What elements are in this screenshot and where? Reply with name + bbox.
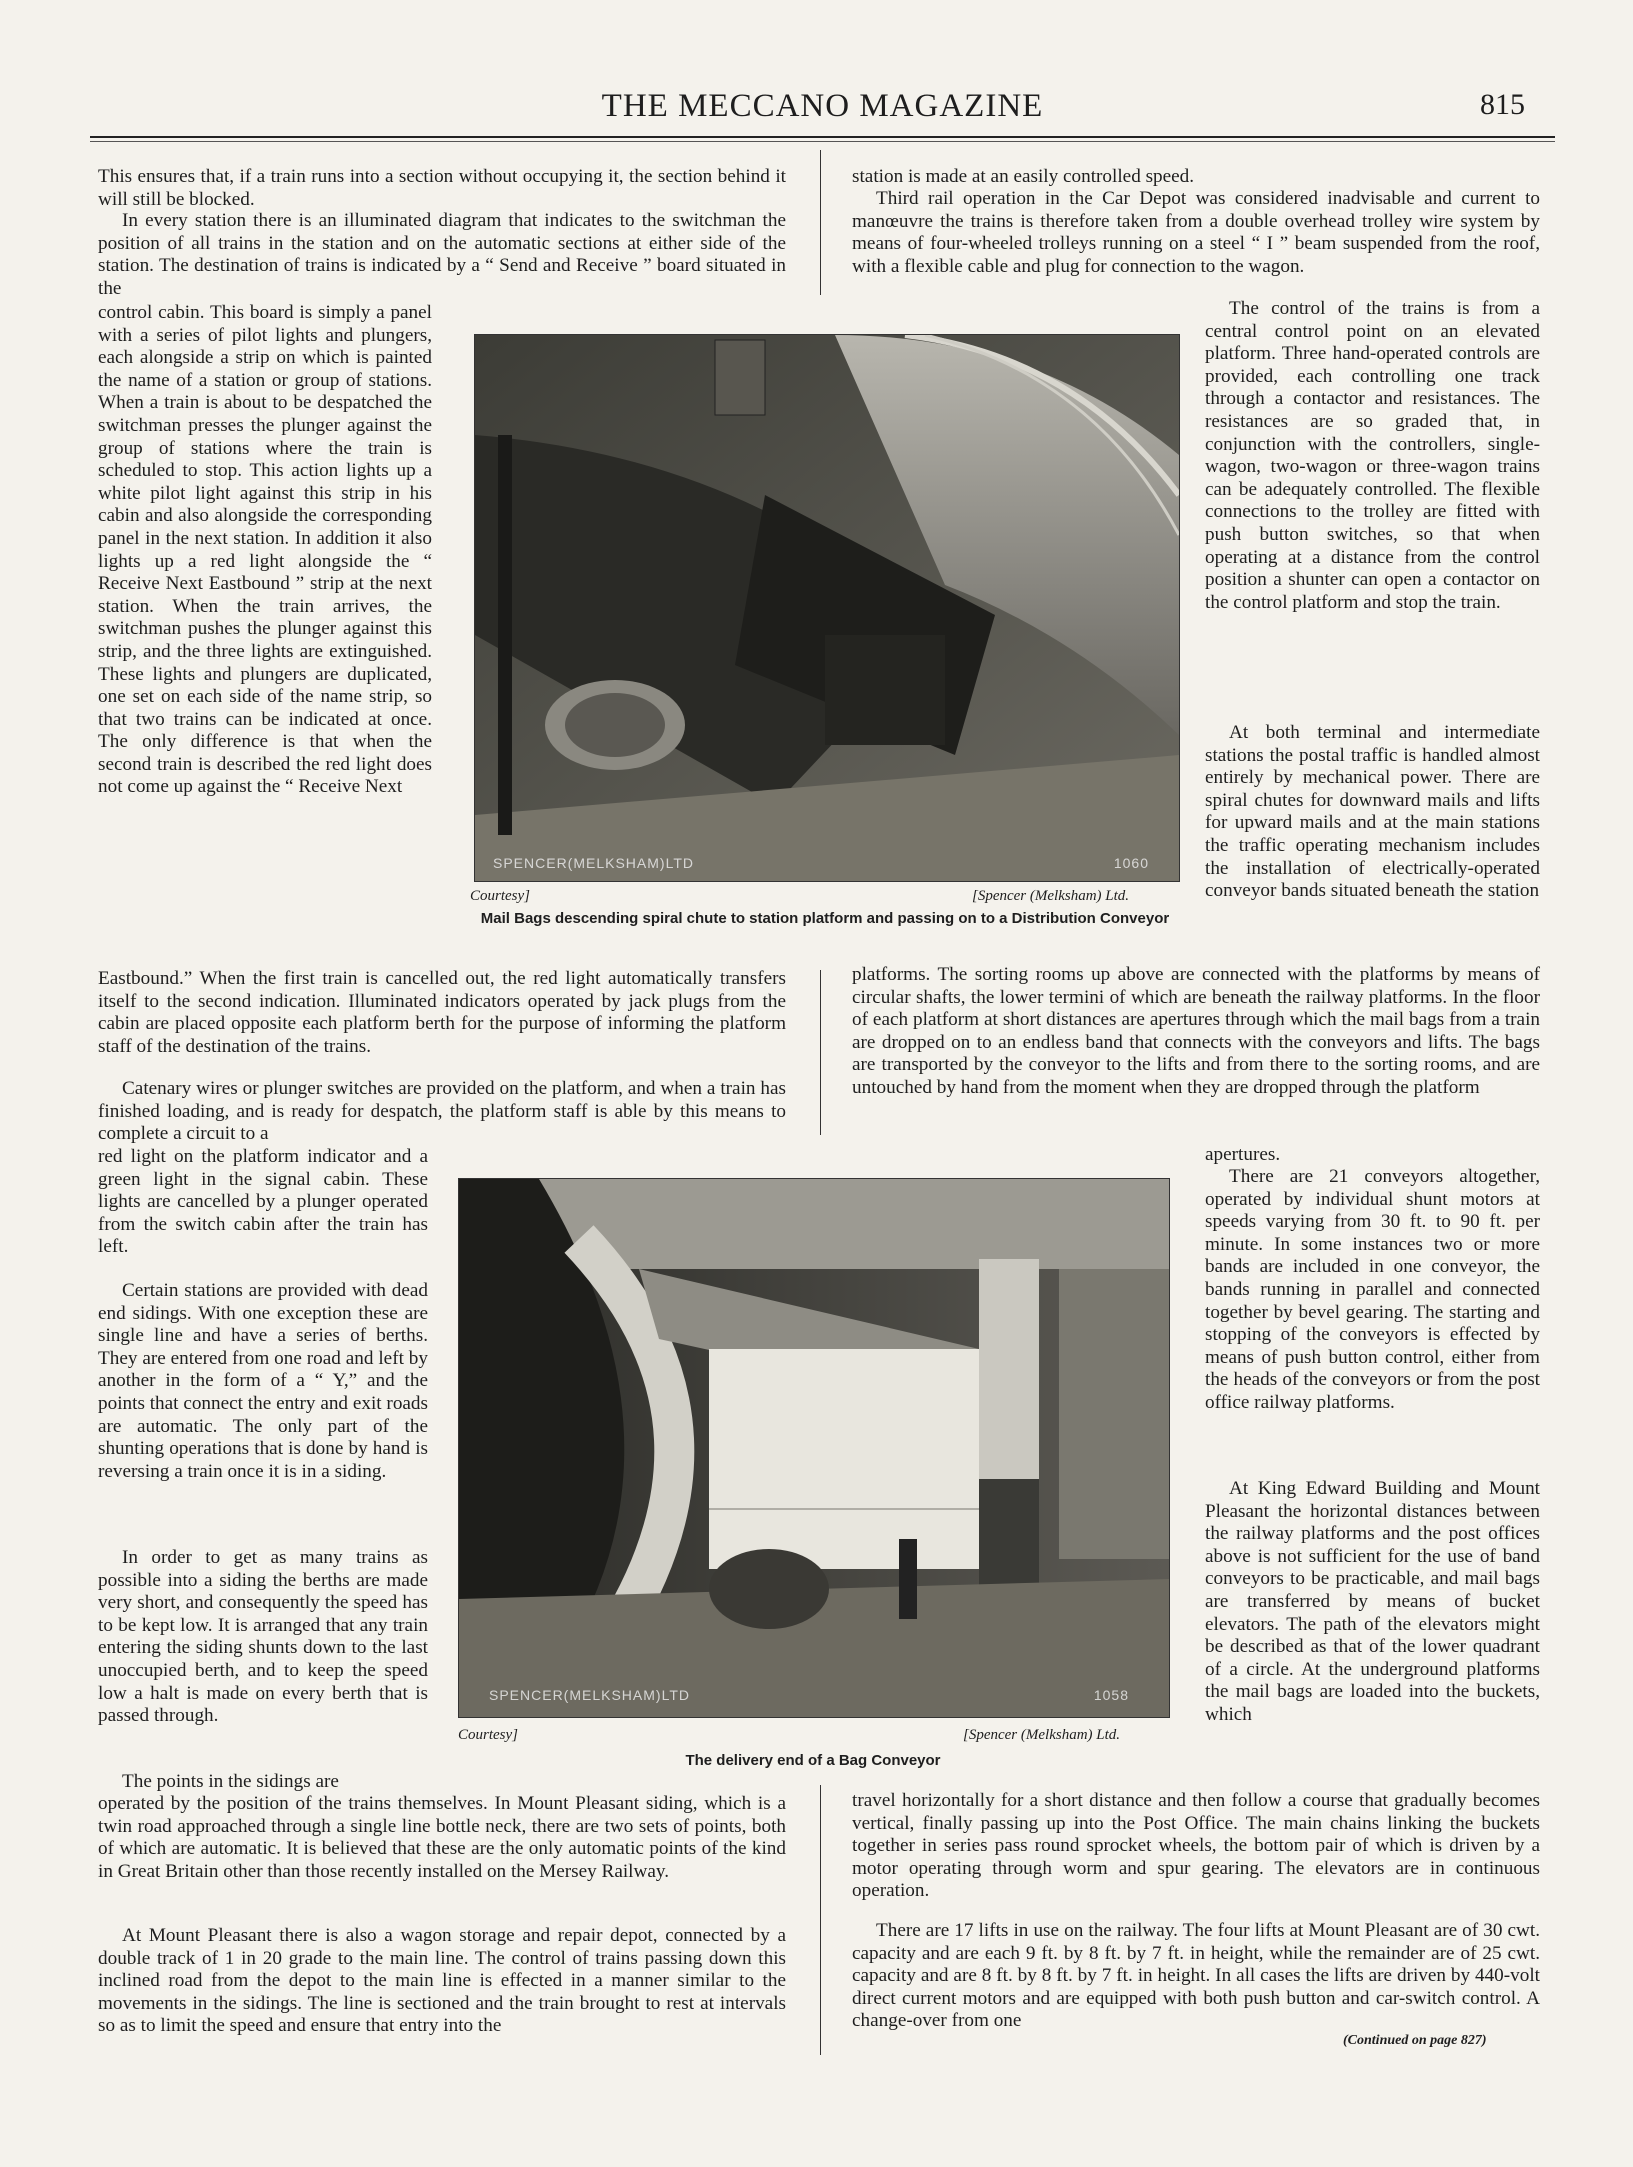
column-divider <box>820 150 821 295</box>
page-number: 815 <box>1480 88 1525 121</box>
plate-number: 1058 <box>1093 1687 1129 1703</box>
header-rule-thin <box>90 141 1555 142</box>
plate-number: 1060 <box>1113 855 1149 871</box>
right-para-6: At King Edward Building and Mount Pleasant the horizontal distances between the railway platforms and the post offices above is not sufficient for the use of band conveyors to be practicable, and mail bags are transferred by means of bucket elevators. The path of the elevators might be described as that of the lower quadrant of a circle. At the underground platforms the mail bags are loaded into the buckets, which <box>1205 1478 1540 1725</box>
left-para-2b: control cabin. This board is simply a panel with a series of pilot lights and plungers, each alongside a strip on which is painted the name of a station or group of stations. When a train is about to be despatched the switchman presses the plunger against the group of stations where the train is scheduled to stop. This action lights up a white pilot light against this strip in his cabin and also alongside the corresponding panel in the next station. In addition it also lights up a red light alongside the “ Receive Next Eastbound ” strip at the next station. When the train arrives, the switchman pushes the plunger against this strip, and the three lights are extinguished. These lights and plungers are duplicated, one set on each side of the name strip, so that two trains can be indicated at once. The only difference is that when the second train is described the red light does not come up against the “ Receive Next <box>98 302 432 798</box>
column-divider <box>820 1785 821 2055</box>
page-header <box>90 88 1555 138</box>
right-para-4b: platforms. The sorting rooms up above are connected with the platforms by means of circular shafts, the lower termini of which are beneath the railway platforms. In the floor of each platform at short distances are apertures through which the mail bags from a train are dropped on to an endless band that connects with the conveyors and lifts. The bags are transported by the conveyor to the lifts and from there to the sorting rooms, and are untouched by hand from the moment when they are dropped through the platform <box>852 964 1540 1098</box>
left-para-1: This ensures that, if a train runs into a section without occupying it, the section behind it will still be blocked. <box>98 166 786 210</box>
figure-caption: The delivery end of a Bag Conveyor <box>685 1752 941 1769</box>
left-para-6b: operated by the position of the trains themselves. In Mount Pleasant siding, which is a twin road approached through a single line bottle neck, there are two sets of points, both of which are automatic. It is believed that these are the only automatic points of the kind in Great Britain other than those recently installed on the Mersey Railway. <box>98 1793 786 1882</box>
right-para-6b: travel horizontally for a short distance and then follow a course that gradually becomes vertical, finally passing up into the Post Office. The main chains linking the buckets together in series pass round sprocket wheels, the bottom pair of which is driven by a motor operating through worm and spur gearing. The elevators are in continuous operation. <box>852 1790 1540 1902</box>
photo-bag-conveyor <box>458 1178 1170 1718</box>
photo-spiral-chute <box>474 334 1180 882</box>
photo-watermark: SPENCER(MELKSHAM)LTD <box>489 1687 690 1703</box>
left-para-2: In every station there is an illuminated diagram that indicates to the switchman the position of all trains in the station and on the automatic sections at either side of the station. The destination of trains is indicated by a “ Send and Receive ” board situated in the <box>98 210 786 299</box>
photo-credit-right: [Spencer (Melksham) Ltd. <box>963 1727 1121 1743</box>
right-para-7: There are 17 lifts in use on the railway. The four lifts at Mount Pleasant are of 30 cwt. capacity and are each 9 ft. by 8 ft. by 7 ft. in height, while the remainder are of 25 cwt. capacity and are 8 ft. by 8 ft. by 7 ft. in height. In all cases the lifts are driven by 440-volt direct current motors and are equipped with both push button and car-switch control. A change-over from one <box>852 1920 1540 2032</box>
photo-credit-left: Courtesy] <box>458 1727 518 1743</box>
left-para-6a: The points in the sidings are <box>122 1771 339 1792</box>
right-para-4: At both terminal and intermediate stations the postal traffic is handled almost entirely by mechanical power. There are spiral chutes for downward mails and lifts for upward mails and at the main stations the traffic operating mechanism includes the installation of electrically-operated conveyor bands situated beneath the station <box>1205 722 1540 902</box>
left-para-2c: Eastbound.” When the first train is cancelled out, the red light automatically transfers itself to the second indication. Illuminated indicators operated by jack plugs from the cabin are placed opposite each platform berth for the purpose of informing the platform staff of the destination of the trains. <box>98 968 786 1057</box>
left-para-5: In order to get as many trains as possible into a siding the berths are made very short, and consequently the speed has to be kept low. It is arranged that any train entering the siding shunts down to the last unoccupied berth, and to keep the speed low a halt is made on every berth that is passed through. <box>98 1547 428 1727</box>
photo-watermark: SPENCER(MELKSHAM)LTD <box>493 855 694 871</box>
column-divider <box>820 970 821 1135</box>
photo-credit-left: Courtesy] <box>470 888 530 904</box>
magazine-title: THE MECCANO MAGAZINE <box>601 88 1044 124</box>
right-para-5: There are 21 conveyors altogether, operated by individual shunt motors at speeds varying from 30 ft. to 90 ft. per minute. In some instances two or more bands are included in one conveyor, the bands running in parallel and connected together by bevel gearing. The starting and stopping of the conveyors is effected by means of push button control, either from the heads of the conveyors or from the post office railway platforms. <box>1205 1166 1540 1413</box>
right-para-1: station is made at an easily controlled speed. <box>852 166 1195 187</box>
right-para-3: The control of the trains is from a central control point on an elevated platform. Three hand-operated controls are provided, each controlling one track through a contactor and resistances. The resistances are so graded that, in conjunction with the controllers, single-wagon, two-wagon or three-wagon trains can be adequately controlled. The flexible connections to the trolley are fitted with push button switches, so that when operating at a distance from the control position a shunter can open a contactor on the control platform and stop the train. <box>1205 298 1540 613</box>
right-para-2: Third rail operation in the Car Depot was considered inadvisable and current to manœuvre the trains is therefore taken from a double overhead trolley wire system by means of four-wheeled trolleys running on a steel “ I ” beam suspended from the roof, with a flexible cable and plug for connection to the wagon. <box>852 188 1540 277</box>
figure-caption: Mail Bags descending spiral chute to station platform and passing on to a Distribution Conveyor <box>480 910 1170 927</box>
left-para-3b: red light on the platform indicator and a green light in the signal cabin. These lights are cancelled by a plunger operated from the switch cabin after the train has left. <box>98 1146 428 1258</box>
left-para-7: At Mount Pleasant there is also a wagon storage and repair depot, connected by a double track of 1 in 20 grade to the main line. The control of trains passing down this inclined road from the depot to the main line is effected in a manner similar to the movements in the sidings. The line is sectioned and the train brought to rest at intervals so as to limit the speed and ensure that entry into the <box>98 1925 786 2037</box>
header-rule <box>90 136 1555 138</box>
left-para-3: Catenary wires or plunger switches are provided on the platform, and when a train has finished loading, and is ready for despatch, the platform staff is able by this means to complete a circuit to a <box>98 1078 786 1145</box>
right-para-4c: apertures. <box>1205 1144 1281 1165</box>
photo-credit-right: [Spencer (Melksham) Ltd. <box>972 888 1130 904</box>
continued-note: (Continued on page 827) <box>1343 2033 1487 2048</box>
left-para-4: Certain stations are provided with dead end sidings. With one exception these are single line and have a series of berths. They are entered from one road and left by another in the form of a “ Y,” and the points that connect the entry and exit roads are automatic. The only part of the shunting operations that is done by hand is reversing a train once it is in a siding. <box>98 1280 428 1482</box>
